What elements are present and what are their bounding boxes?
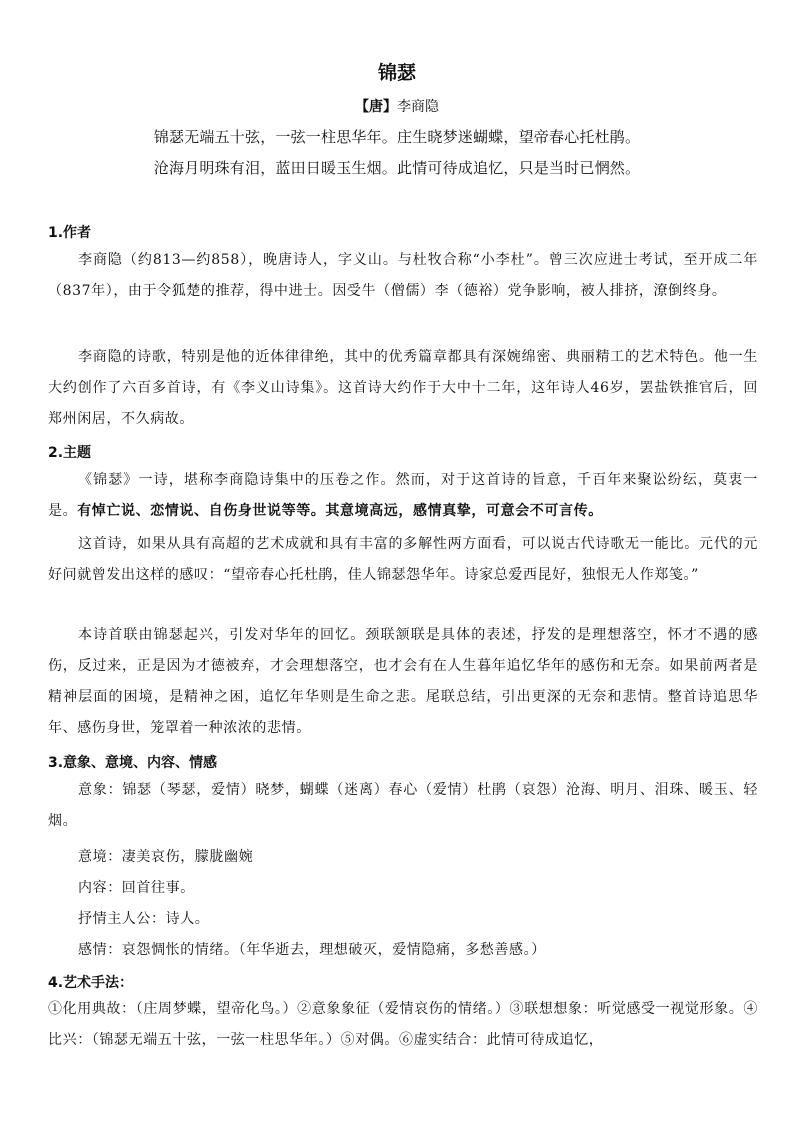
poem-line-2: 沧海月明珠有泪，蓝田日暖玉生烟。此情可待成追忆，只是当时已惘然。 xyxy=(153,159,641,177)
mood-line: 意境：凄美哀伤，朦胧幽婉 xyxy=(78,849,254,865)
author-paragraph-2: 李商隐的诗歌，特别是他的近体律律绝，其中的优秀篇章都具有深婉绵密、典丽精工的艺术特色。他一生大约创作了六百多首诗，有《李义山诗集》。这首诗大约作于大中十二年，这年诗人46岁，罢盐铁推官后，回郑州闲居，不久病故。 xyxy=(48,349,758,427)
emotion-line: 感情：哀怨惆怅的情绪。（年华逝去，理想破灭，爱情隐痛，多愁善感。） xyxy=(78,942,546,958)
author-paragraph-1: 李商隐（约813—约858），晚唐诗人，字义山。与杜牧合称“小李杜”。曾三次应进士考试，至开成二年（837年），由于令狐楚的推荐，得中进士。因受牛（僧儒）李（德裕）党争影响，被人排挤，潦倒终身。 xyxy=(48,252,758,299)
poem-author xyxy=(0,96,794,116)
theme-paragraph-2: 这首诗，如果从具有高超的艺术成就和具有丰富的多解性两方面看，可以说古代诗歌无一能比。元代的元好问就曾发出这样的感叹：“望帝春心托杜鹃，佳人锦瑟怨华年。诗家总爱西昆好，独恨无人作郑笺。” xyxy=(48,536,758,583)
imagery-line: 意象：锦瑟（琴瑟，爱情）晓梦，蝴蝶（迷离）春心（爱情）杜鹃（哀怨）沧海、明月、泪珠、暖玉、轻烟。 xyxy=(48,782,758,829)
poem-title: 锦瑟 xyxy=(377,62,416,84)
poem-line-1: 锦瑟无端五十弦，一弦一柱思华年。庄生晓梦迷蝴蝶，望帝春心托杜鹃。 xyxy=(153,128,641,146)
author-dynasty: 【唐】 xyxy=(355,99,397,115)
theme-paragraph-1-bold: 有悼亡说、恋情说、自伤身世说等等。其意境高远，感情真挚，可意会不可言传。 xyxy=(77,503,603,519)
section-heading-techniques: 4.艺术手法： xyxy=(48,975,134,991)
theme-paragraph-3: 本诗首联由锦瑟起兴，引发对华年的回忆。颈联颔联是具体的表述，抒发的是理想落空，怀才不遇的感伤，反过来，正是因为才德被弃，才会理想落空，也才会有在人生暮年追忆华年的感伤和无奈。如果前两者是精神层面的困境，是精神之困，追忆年华则是生命之悲。尾联总结，引出更深的无奈和悲情。整首诗追思华年、感伤身世，笼罩着一种浓浓的悲情。 xyxy=(48,627,758,736)
section-heading-author: 1.作者 xyxy=(48,225,92,241)
theme-paragraph-1 xyxy=(48,465,758,527)
author-name: 李商隐 xyxy=(397,99,439,115)
speaker-line: 抒情主人公：诗人。 xyxy=(78,911,210,927)
section-heading-theme: 2.主题 xyxy=(48,445,92,461)
section-heading-imagery: 3.意象、意境、内容、情感 xyxy=(48,755,218,771)
techniques-paragraph: ①化用典故：（庄周梦蝶，望帝化鸟。）②意象象征（爱情哀伤的情绪。）③联想想象：听觉感受一视觉形象。④比兴：（锦瑟无端五十弦，一弦一柱思华年。）⑤对偶。⑥虚实结合：此情可待成追忆， xyxy=(48,1001,758,1048)
content-line: 内容：回首往事。 xyxy=(78,880,195,896)
theme-paragraph-1-text: 《锦瑟》一诗，堪称李商隐诗集中的压卷之作。然而，对于这首诗的旨意，千百年来聚讼纷纭，莫衷一是。 xyxy=(48,472,758,519)
